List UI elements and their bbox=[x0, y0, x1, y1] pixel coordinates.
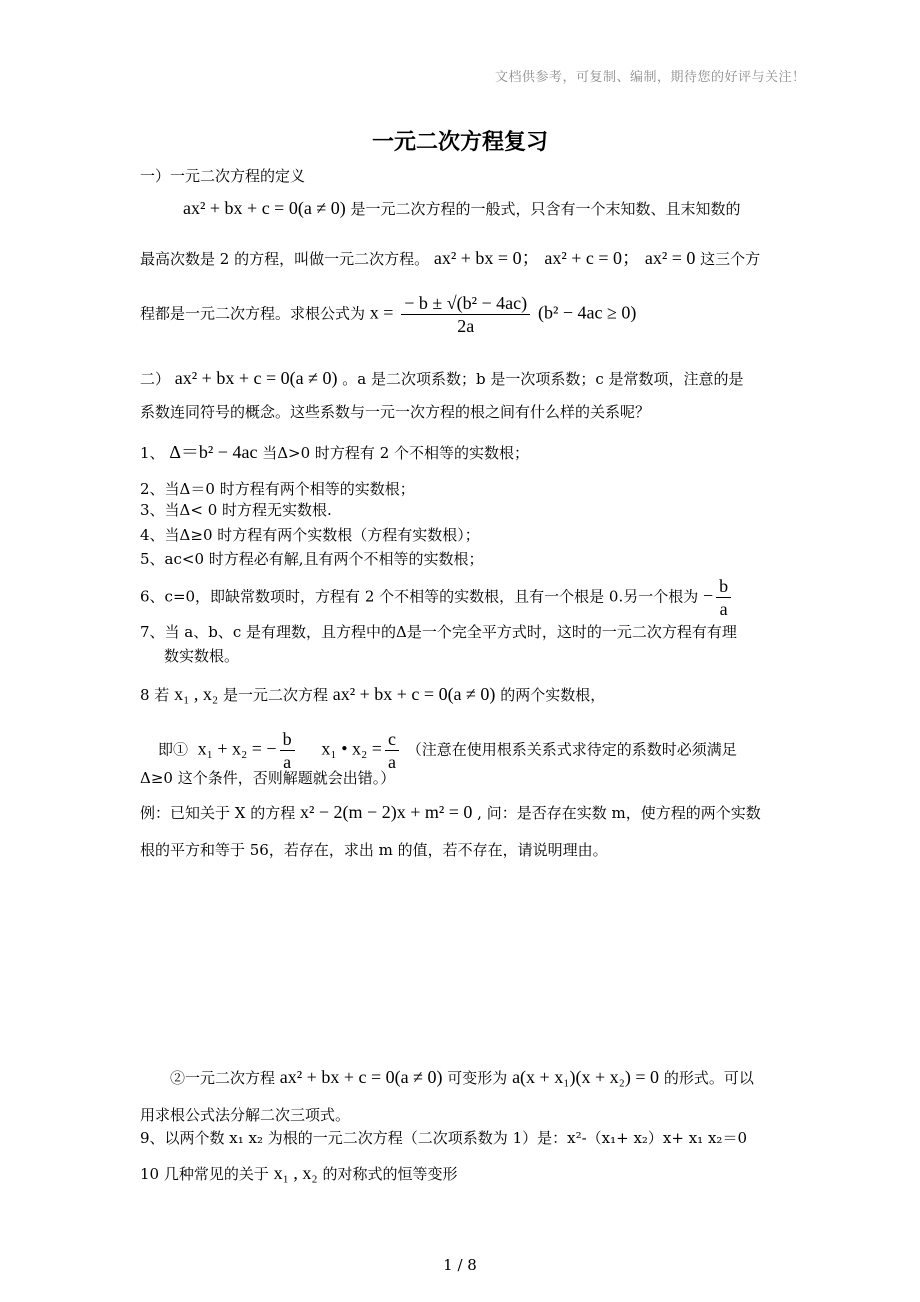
item-6 bbox=[140, 575, 734, 620]
factor-mid: 可变形为 bbox=[447, 1069, 508, 1087]
item-7-line2: 数实数根。 bbox=[164, 647, 240, 665]
section2-heading: 二） bbox=[140, 370, 171, 388]
vieta-sum-lhs: x₁ + x₂ = − bbox=[197, 738, 277, 759]
section2-para1 bbox=[140, 368, 744, 389]
vieta-note-2: Δ≥0 这个条件，否则解题就会出错。） bbox=[140, 769, 396, 787]
item-8-vars: x₁ , x₂ bbox=[174, 684, 219, 704]
quadratic-formula-fraction bbox=[401, 292, 530, 337]
section2-text2: 系数连同符号的概念。这些系数与一元一次方程的根之间有什么样的关系呢？ bbox=[140, 403, 651, 421]
formula-denominator: 2a bbox=[457, 316, 475, 336]
factor-equation-2: a(x + x₁)(x + x₂) = 0 bbox=[512, 1067, 660, 1087]
factor-line2: 用求根公式法分解二次三项式。 bbox=[140, 1106, 351, 1124]
factor-pre: ②一元二次方程 bbox=[170, 1069, 276, 1087]
general-equation: ax² + bx + c = 0(a ≠ 0) bbox=[183, 198, 346, 218]
item-10 bbox=[140, 1163, 458, 1184]
item-2: 2、当Δ＝0 时方程有两个相等的实数根； bbox=[140, 480, 415, 498]
page-number: 1 / 8 bbox=[443, 1256, 477, 1274]
vieta-label: 即① bbox=[158, 740, 189, 759]
section1-heading: 一）一元二次方程的定义 bbox=[140, 167, 306, 185]
vieta-product-numerator: c bbox=[385, 728, 399, 751]
section1-text2: 最高次数是 2 的方程，叫做一元二次方程。 bbox=[140, 250, 430, 268]
vieta-product-denominator: a bbox=[387, 752, 396, 772]
header-watermark: 文档供参考，可复制、编制，期待您的好评与关注！ bbox=[495, 70, 806, 85]
item-8-pre: 8 若 bbox=[140, 686, 170, 704]
section2-equation: ax² + bx + c = 0(a ≠ 0) bbox=[174, 368, 338, 388]
item-6-numerator: b bbox=[716, 575, 731, 598]
vieta-sum-fraction bbox=[280, 728, 295, 773]
factor-post: 的形式。可以 bbox=[663, 1069, 754, 1087]
item-1 bbox=[140, 442, 529, 463]
equation-1: ax² + bx = 0； bbox=[433, 248, 540, 268]
vieta-product-lhs: x₁ • x₂ = bbox=[321, 738, 382, 759]
equation-3: ax² = 0 bbox=[644, 248, 696, 268]
item-8 bbox=[140, 684, 605, 705]
vieta-sum-numerator: b bbox=[280, 728, 295, 751]
item-4: 4、当Δ≥0 时方程有两个实数根（方程有实数根）； bbox=[140, 526, 480, 544]
section1-para3 bbox=[140, 292, 636, 337]
example-pre: 例：已知关于 X 的方程 bbox=[140, 804, 296, 822]
item-8-equation: ax² + bx + c = 0(a ≠ 0) bbox=[332, 684, 496, 704]
formula-condition: (b² − 4ac ≥ 0) bbox=[537, 302, 637, 323]
section1-para1 bbox=[183, 198, 740, 219]
item-6-text: 6、c=0，即缺常数项时，方程有 2 个不相等的实数根，且有一个根是 0.另一个根为 bbox=[140, 587, 699, 606]
vieta-sum-denominator: a bbox=[283, 752, 292, 772]
item-3: 3、当Δ< 0 时方程无实数根. bbox=[140, 501, 332, 519]
item-10-post: 的对称式的恒等变形 bbox=[322, 1165, 458, 1183]
item-10-pre: 10 几种常见的关于 bbox=[140, 1165, 269, 1183]
item-1-text: 当Δ>0 时方程有 2 个不相等的实数根； bbox=[262, 444, 530, 462]
example-post: , 问：是否存在实数 m，使方程的两个实数 bbox=[477, 804, 761, 822]
section2-text1: 。a 是二次项系数；b 是一次项系数；c 是常数项，注意的是 bbox=[342, 370, 744, 388]
formula-numerator: − b ± √(b² − 4ac) bbox=[401, 292, 530, 315]
item-9: 9、以两个数 x₁ x₂ 为根的一元二次方程（二次项系数为 1）是：x²-（x₁+ x₂）x+ x₁ x₂＝0 bbox=[140, 1129, 747, 1147]
factor-equation: ax² + bx + c = 0(a ≠ 0) bbox=[279, 1067, 443, 1087]
item-6-sign: − bbox=[703, 585, 714, 606]
section1-text4: 程都是一元二次方程。求根公式为 bbox=[140, 304, 366, 323]
vieta-product-fraction bbox=[385, 728, 399, 773]
item-7-line1: 7、当 a、b、c 是有理数，且方程中的Δ是一个完全平方式时，这时的一元二次方程有有理 bbox=[140, 623, 737, 641]
discriminant-equation: Δ＝b² − 4ac bbox=[169, 442, 258, 462]
section1-para2 bbox=[140, 248, 760, 269]
section1-text3: 这三个方 bbox=[700, 250, 761, 268]
example-line2: 根的平方和等于 56，若存在，求出 m 的值，若不存在，请说明理由。 bbox=[140, 841, 608, 859]
formula-lhs: x = bbox=[369, 302, 394, 323]
item-6-fraction bbox=[716, 575, 731, 620]
example-equation: x² − 2(m − 2)x + m² = 0 bbox=[300, 802, 473, 822]
equation-2: ax² + c = 0； bbox=[544, 248, 641, 268]
item-8-post: 的两个实数根， bbox=[500, 686, 606, 704]
section1-text1: 是一元二次方程的一般式，只含有一个末知数、且末知数的 bbox=[350, 200, 741, 218]
example-line1 bbox=[140, 802, 761, 823]
item-5: 5、ac<0 时方程必有解,且有两个不相等的实数根； bbox=[140, 550, 484, 568]
factor-line1 bbox=[170, 1067, 754, 1088]
page-title: 一元二次方程复习 bbox=[371, 129, 548, 155]
vieta-note-1: （注意在使用根系关系式求待定的系数时必须满足 bbox=[406, 740, 737, 759]
vieta-formulas bbox=[158, 728, 737, 773]
item-10-vars: x₁ , x₂ bbox=[273, 1163, 318, 1183]
item-1-prefix: 1、 bbox=[140, 444, 165, 462]
item-8-mid: 是一元二次方程 bbox=[222, 686, 328, 704]
item-6-denominator: a bbox=[719, 599, 728, 619]
